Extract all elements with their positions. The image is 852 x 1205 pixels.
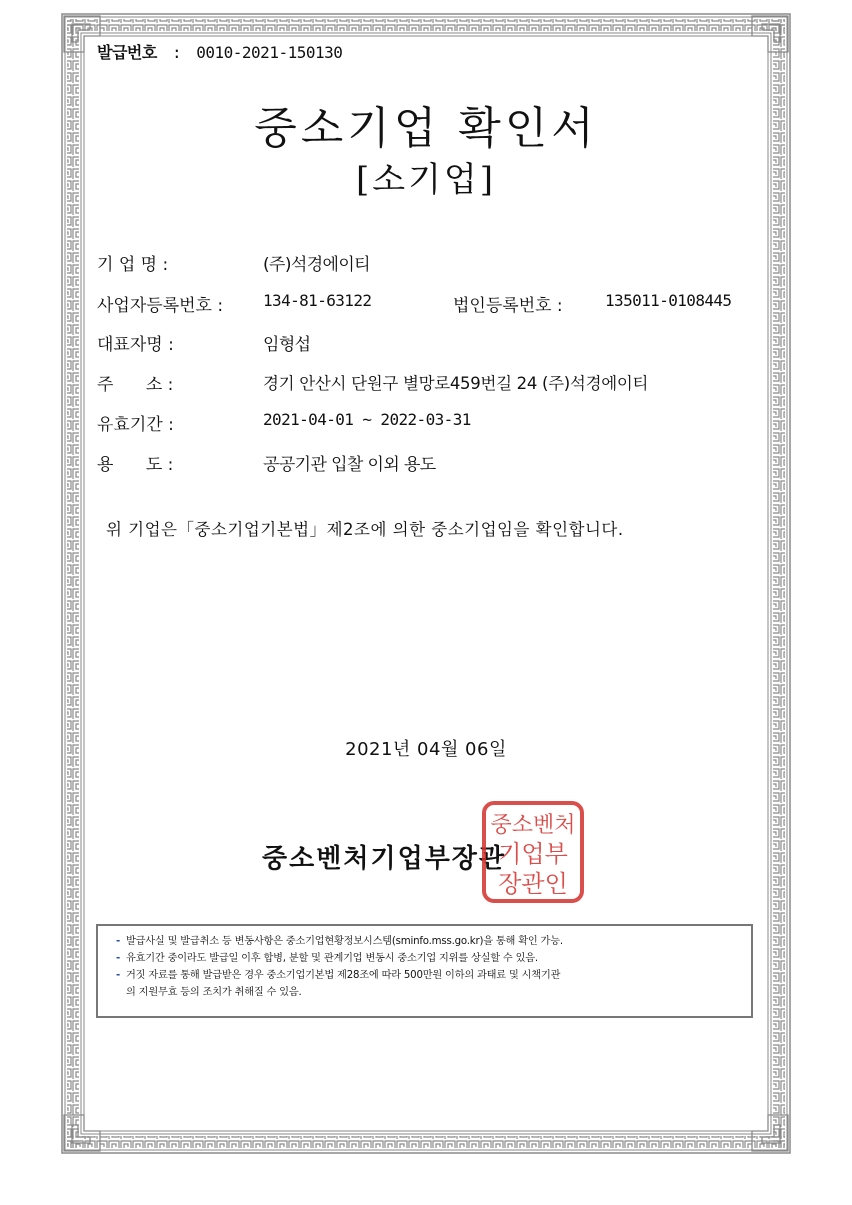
minister-title: 중소벤처기업부장관 — [262, 844, 507, 874]
notice-text: 발급사실 및 발급취소 등 변동사항은 중소기업현황정보시스템(sminfo.mss.go.kr)을 통해 확인 가능. — [126, 936, 563, 947]
issue-date: 2021년 04월 06일 — [345, 739, 507, 760]
notice-box — [96, 924, 753, 1018]
notice-item — [116, 933, 741, 950]
notice-item — [116, 967, 741, 984]
issue-number-value: 0010-2021-150130 — [196, 43, 343, 62]
validity-label: 유효기간 : — [97, 415, 174, 435]
document-subtitle: [소기업] — [355, 160, 497, 200]
seal-line-3: 장관인 — [498, 870, 568, 898]
notice-item — [116, 950, 741, 967]
document-title: 중소기업 확인서 — [254, 103, 598, 154]
bizreg-value: 134-81-63122 — [263, 291, 372, 310]
purpose-value: 공공기관 입찰 이외 용도 — [263, 455, 436, 475]
issue-number-line — [97, 40, 342, 63]
purpose-label: 용 도 : — [97, 455, 174, 475]
company-value: (주)석경에이티 — [263, 255, 370, 275]
ceo-value: 임형섭 — [263, 335, 311, 355]
confirmation-statement: 위 기업은「중소기업기본법」제2조에 의한 중소기업임을 확인합니다. — [106, 520, 624, 539]
corpreg-value: 135011-0108445 — [605, 291, 732, 310]
ceo-label: 대표자명 : — [97, 335, 174, 355]
validity-value: 2021-04-01 ~ 2022-03-31 — [263, 410, 471, 429]
official-seal — [481, 800, 585, 904]
corpreg-label: 법인등록번호 : — [453, 296, 563, 316]
notice-text: 거짓 자료를 통해 발급받은 경우 중소기업기본법 제28조에 따라 500만원 이하의 과태료 및 시책기관 — [126, 970, 561, 981]
company-label: 기 업 명 : — [97, 255, 169, 275]
notice-text: 유효기간 중이라도 발급일 이후 합병, 분할 및 관계기업 변동시 중소기업 지위를 상실할 수 있음. — [126, 953, 538, 964]
notice-bullet: - — [116, 936, 121, 947]
bizreg-label: 사업자등록번호 : — [97, 296, 224, 316]
notice-item-continuation — [116, 984, 741, 1001]
issue-number-separator: : — [171, 43, 182, 62]
seal-line-1: 중소벤처 — [490, 813, 576, 838]
seal-line-2: 기업부 — [498, 840, 568, 868]
issue-number-label: 발급번호 — [97, 43, 157, 62]
notice-text: 의 지원무효 등의 조치가 취해질 수 있음. — [126, 987, 302, 998]
notice-bullet: - — [116, 953, 121, 964]
notice-bullet: - — [116, 970, 121, 981]
address-label: 주 소 : — [97, 375, 174, 395]
address-value: 경기 안산시 단원구 별망로459번길 24 (주)석경에이티 — [263, 374, 649, 393]
